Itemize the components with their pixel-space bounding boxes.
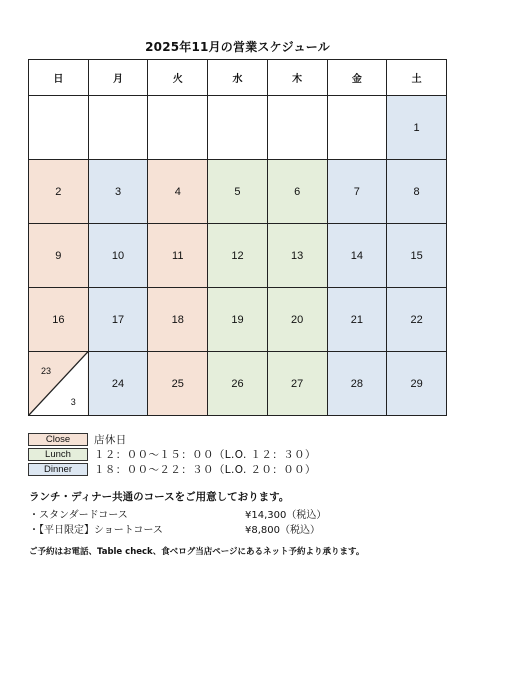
course-heading: ランチ・ディナー共通のコースをご用意しております。 <box>29 491 290 503</box>
day-cell <box>208 96 268 160</box>
day-cell <box>267 96 327 160</box>
weekday-sat: 土 <box>387 60 447 96</box>
day-cell-lunch: 6 <box>267 160 327 224</box>
course-info <box>29 489 326 536</box>
week-row <box>29 160 447 224</box>
day-cell-lunch: 19 <box>208 288 268 352</box>
day-cell-close: 18 <box>148 288 208 352</box>
legend <box>28 432 316 477</box>
legend-swatch-lunch: Lunch <box>28 448 88 461</box>
split-cell-bottom-day: 3 <box>70 397 76 407</box>
day-cell-dinner: 22 <box>387 288 447 352</box>
day-cell-dinner: 28 <box>327 352 387 416</box>
diagonal-divider <box>29 352 88 415</box>
day-cell-close: 2 <box>29 160 89 224</box>
course-name: ・【平日限定】ショートコース <box>29 525 163 536</box>
legend-text-dinner: １８：００～２２：３０（L.O. ２０：００） <box>94 464 316 476</box>
day-cell <box>88 96 148 160</box>
day-cell-lunch: 26 <box>208 352 268 416</box>
day-cell-lunch: 27 <box>267 352 327 416</box>
legend-text-lunch: １２：００～１５：００（L.O. １２：３０） <box>94 449 316 461</box>
day-cell-dinner: 10 <box>88 224 148 288</box>
day-cell-lunch: 12 <box>208 224 268 288</box>
day-cell-lunch: 20 <box>267 288 327 352</box>
day-cell-dinner: 8 <box>387 160 447 224</box>
legend-swatch-close: Close <box>28 433 88 446</box>
day-cell-close: 11 <box>148 224 208 288</box>
legend-row-lunch <box>28 447 316 462</box>
course-price: ¥8,800（税込） <box>245 525 320 536</box>
legend-row-close <box>28 432 316 447</box>
course-item <box>29 521 326 536</box>
day-cell-dinner: 3 <box>88 160 148 224</box>
course-price: ¥14,300（税込） <box>245 510 327 521</box>
weekday-thu: 木 <box>267 60 327 96</box>
day-cell-dinner: 24 <box>88 352 148 416</box>
day-cell-dinner: 17 <box>88 288 148 352</box>
day-cell-lunch: 13 <box>267 224 327 288</box>
day-cell <box>29 96 89 160</box>
legend-swatch-dinner: Dinner <box>28 463 88 476</box>
page-title: 2025年11月の営業スケジュール <box>145 40 330 54</box>
weekday-wed: 水 <box>208 60 268 96</box>
week-row <box>29 96 447 160</box>
day-cell-dinner: 14 <box>327 224 387 288</box>
weekday-sun: 日 <box>29 60 89 96</box>
day-cell-close: 4 <box>148 160 208 224</box>
week-row <box>29 224 447 288</box>
weekday-fri: 金 <box>327 60 387 96</box>
day-cell-dinner: 7 <box>327 160 387 224</box>
week-row <box>29 352 447 416</box>
legend-row-dinner <box>28 462 316 477</box>
calendar-table <box>28 59 447 416</box>
course-item <box>29 506 326 521</box>
day-cell <box>327 96 387 160</box>
day-cell-lunch: 5 <box>208 160 268 224</box>
weekday-header-row <box>29 60 447 96</box>
week-row <box>29 288 447 352</box>
day-cell-dinner: 15 <box>387 224 447 288</box>
day-cell-dinner: 21 <box>327 288 387 352</box>
weekday-tue: 火 <box>148 60 208 96</box>
legend-text-close: 店休日 <box>94 434 127 446</box>
day-cell-close: 25 <box>148 352 208 416</box>
day-cell-dinner: 29 <box>387 352 447 416</box>
split-cell-top-day: 23 <box>41 366 52 376</box>
reservation-note: ご予約はお電話、Table check、食べログ当店ページにあるネット予約より承ります。 <box>29 547 365 557</box>
day-cell-close: 16 <box>29 288 89 352</box>
day-cell-split <box>29 352 89 416</box>
day-cell <box>148 96 208 160</box>
day-cell-close: 9 <box>29 224 89 288</box>
course-name: ・スタンダードコース <box>29 510 128 521</box>
weekday-mon: 月 <box>88 60 148 96</box>
day-cell-dinner: 1 <box>387 96 447 160</box>
